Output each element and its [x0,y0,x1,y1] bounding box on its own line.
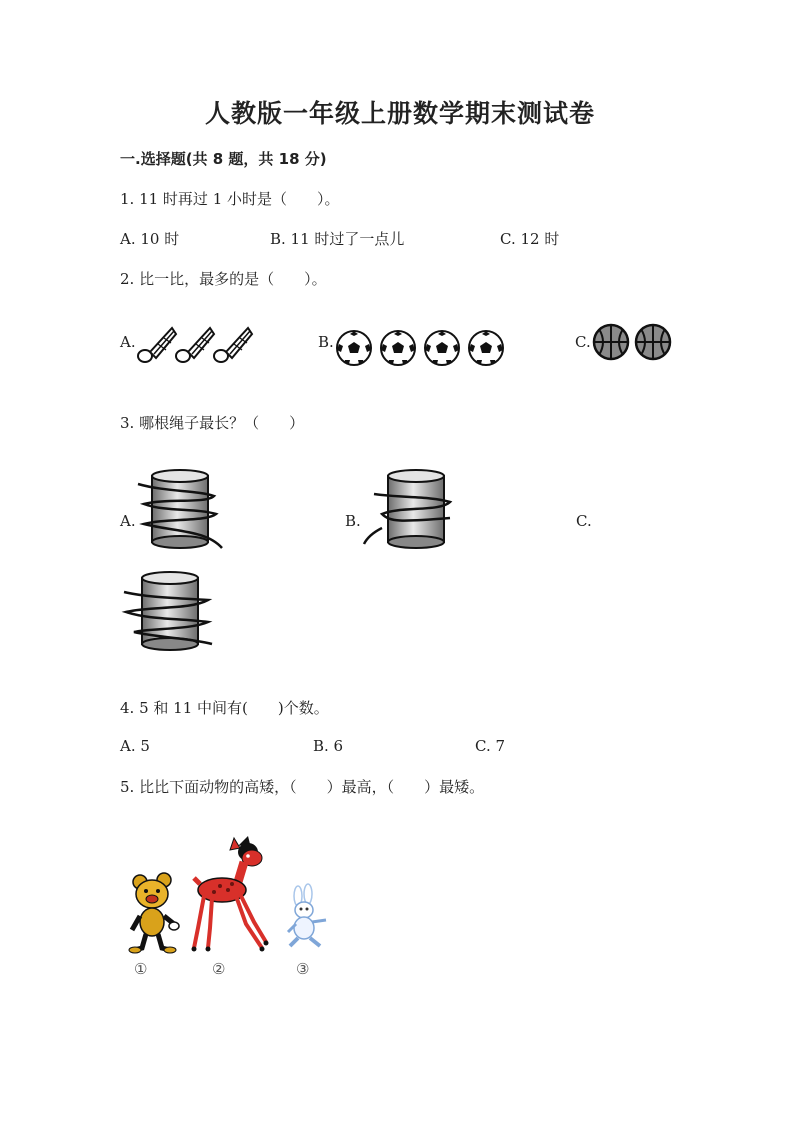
basketball-group [593,324,677,364]
q2-option-b: B. [318,333,334,351]
section-heading: 一.选择题(共 8 题，共 18 分) [120,150,327,168]
basketball-icon [594,325,628,359]
q4-option-c: C. 7 [475,737,506,755]
question-1: 1. 11 时再过 1 小时是（ ）。 [120,190,340,208]
soccer-ball-group [336,330,508,370]
deer-icon [190,832,270,954]
soccer-ball-icon [469,331,503,365]
animal-label-2: ② [212,960,226,978]
q3-option-b: B. [345,512,361,530]
q3-option-a: A. [120,512,136,530]
q4-option-a: A. 5 [120,737,150,755]
question-5: 5. 比比下面动物的高矮，（ ）最高，（ ）最矮。 [120,778,485,796]
question-4: 4. 5 和 11 中间有( )个数。 [120,699,329,717]
q1-option-b: B. 11 时过了一点儿 [270,230,405,248]
q2-option-a: A. [120,333,136,351]
bear-icon [128,872,182,954]
basketball-icon [636,325,670,359]
animal-label-1: ① [134,960,148,978]
q2-option-c: C. [575,333,591,351]
rabbit-icon [284,886,332,950]
q4-option-b: B. 6 [313,737,344,755]
q1-option-a: A. 10 时 [120,230,180,248]
soccer-ball-icon [381,331,415,365]
shuttlecock-group [136,322,256,366]
soccer-ball-icon [425,331,459,365]
rope-cylinder-c [120,570,216,652]
badminton-shuttlecock-icon [214,328,252,362]
badminton-shuttlecock-icon [138,328,176,362]
rope-cylinder-a [136,468,226,550]
soccer-ball-icon [337,331,371,365]
q1-option-c: C. 12 时 [500,230,560,248]
rope-cylinder-b [360,468,456,550]
animal-label-3: ③ [296,960,310,978]
question-2: 2. 比一比，最多的是（ ）。 [120,270,327,288]
q3-option-c: C. [576,512,592,530]
page-title: 人教版一年级上册数学期末测试卷 [204,99,595,128]
badminton-shuttlecock-icon [176,328,214,362]
question-3: 3. 哪根绳子最长？（ ） [120,414,305,432]
